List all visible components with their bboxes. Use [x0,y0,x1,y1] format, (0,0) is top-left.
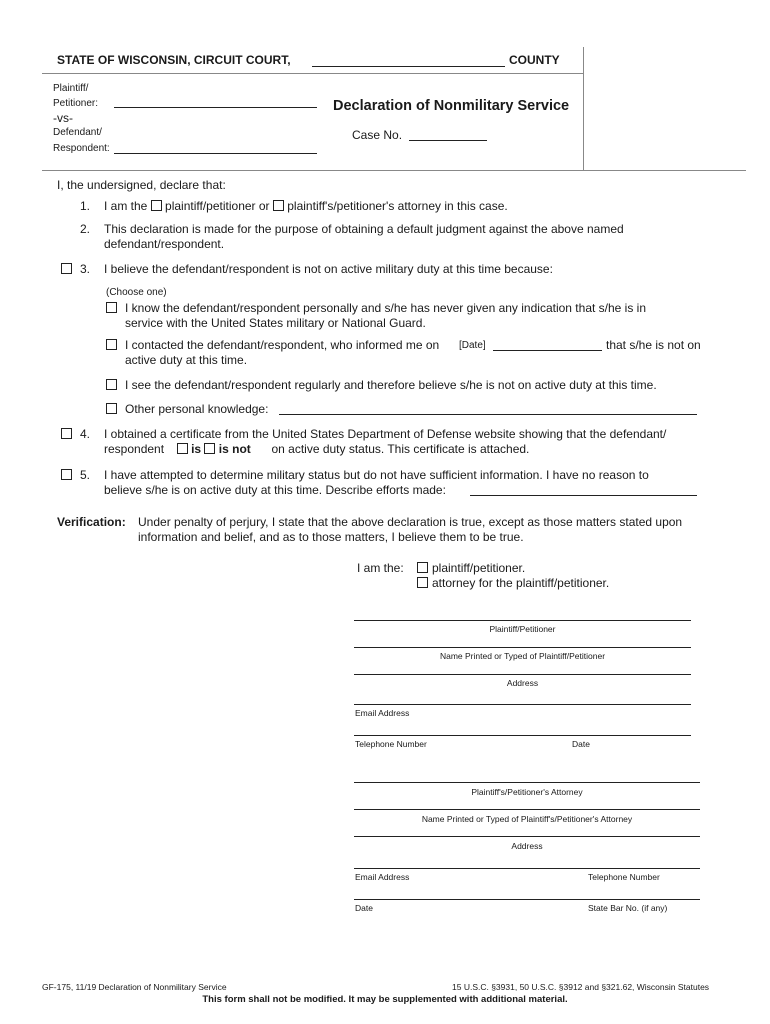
attorney-name-line[interactable] [354,809,700,810]
item3-text: I believe the defendant/respondent is not on active military duty at this time because: [104,262,553,276]
item1-attorney-checkbox[interactable] [273,200,284,211]
plaintiff-signature-line[interactable] [354,620,691,621]
intro-text: I, the undersigned, declare that: [57,178,226,192]
item3-number: 3. [80,262,91,276]
attorney-phone-caption: Telephone Number [588,872,660,882]
attorney-email-line[interactable] [354,868,700,869]
verification-line1: Under penalty of perjury, I state that the above declaration is true, except as those matters stated upon [138,515,683,529]
option-d-checkbox[interactable] [106,403,117,414]
plaintiff-name-line[interactable] [354,647,691,648]
attorney-signature-caption: Plaintiff's/Petitioner's Attorney [471,787,583,797]
item1-text-b: plaintiff/petitioner or [165,199,270,213]
option-c-checkbox[interactable] [106,379,117,390]
option-b-line1b: that s/he is not on [606,338,701,352]
item4-isnot-label: is not [218,442,251,456]
item4-is-checkbox[interactable] [177,443,188,454]
item4-respondent-text: respondent [104,442,165,456]
item4-line1: I obtained a certificate from the United States Department of Defense website showing that the defendant/ [104,427,667,441]
plaintiff-phone-line[interactable] [354,735,691,736]
option-b-date-field[interactable] [493,350,602,351]
iam-attorney-checkbox[interactable] [417,577,428,588]
header-divider-top [42,73,584,74]
option-b-line1a: I contacted the defendant/respondent, who informed me on [125,338,440,352]
county-field[interactable] [312,66,505,67]
plaintiff-phone-caption: Telephone Number [355,739,427,749]
county-label: COUNTY [509,53,560,67]
option-b-line2: active duty at this time. [125,353,248,367]
item4-isnot-checkbox[interactable] [204,443,215,454]
statutes-citation: 15 U.S.C. §3931, 50 U.S.C. §3912 and §321.62, Wisconsin Statutes [452,982,710,992]
attorney-address-caption: Address [511,841,543,851]
option-b-checkbox[interactable] [106,339,117,350]
vs-label: -vs- [53,111,73,125]
iam-label: I am the: [357,561,404,575]
attorney-address-line[interactable] [354,836,700,837]
attorney-date-caption: Date [355,903,373,913]
iam-attorney-label: attorney for the plaintiff/petitioner. [432,576,610,590]
item5-line1: I have attempted to determine military status but do not have sufficient information. I have no reason to [104,468,649,482]
item2-line1: This declaration is made for the purpose of obtaining a default judgment against the above named [104,222,624,236]
verification-line2: information and belief, and as to those matters, I believe them to be true. [138,530,524,544]
footer-notice: This form shall not be modified. It may be supplemented with additional material. [202,994,568,1005]
attorney-date-line[interactable] [354,899,700,900]
item1-text-c: plaintiff's/petitioner's attorney in this case. [287,199,508,213]
option-a-line1: I know the defendant/respondent personally and s/he has never given any indication that s/he is in [125,301,647,315]
item1-number: 1. [80,199,91,213]
state-court-label: STATE OF WISCONSIN, CIRCUIT COURT, [57,53,291,67]
option-a-line2: service with the United States military or National Guard. [125,316,426,330]
attorney-signature-line[interactable] [354,782,700,783]
option-d-field[interactable] [279,414,697,415]
item1-line [104,199,508,213]
plaintiff-email-caption: Email Address [355,708,410,718]
respondent-label: Respondent: [53,143,110,154]
plaintiff-email-line[interactable] [354,704,691,705]
option-c-text: I see the defendant/respondent regularly and therefore believe s/he is not on active duty at this time. [125,378,657,392]
respondent-field[interactable] [114,153,317,154]
item4-is-label: is [191,442,202,456]
plaintiff-date-caption: Date [572,739,590,749]
case-no-label: Case No. [352,128,403,142]
plaintiff-signature-caption: Plaintiff/Petitioner [489,624,556,634]
header-divider-vertical [583,47,584,170]
item2-number: 2. [80,222,91,236]
plaintiff-field[interactable] [114,107,317,108]
item1-plaintiff-checkbox[interactable] [151,200,162,211]
form-title: Declaration of Nonmilitary Service [333,98,570,114]
plaintiff-address-line[interactable] [354,674,691,675]
attorney-email-caption: Email Address [355,872,410,882]
item3-checkbox[interactable] [61,263,72,274]
plaintiff-label: Plaintiff/ [53,83,89,94]
item5-number: 5. [80,468,91,482]
verification-label: Verification: [57,515,126,529]
item4-line2 [104,442,529,456]
option-b-date-label: [Date] [459,340,486,351]
option-d-text: Other personal knowledge: [125,402,269,416]
header-divider-bottom [42,170,746,171]
item2-line2: defendant/respondent. [104,237,225,251]
form-id: GF-175, 11/19 Declaration of Nonmilitary Service [42,982,227,992]
item1-text-a: I am the [104,199,148,213]
item4-checkbox[interactable] [61,428,72,439]
item5-checkbox[interactable] [61,469,72,480]
item4-status-text: on active duty status. This certificate is attached. [271,442,530,456]
iam-plaintiff-checkbox[interactable] [417,562,428,573]
item5-line2: believe s/he is on active duty at this time. Describe efforts made: [104,483,446,497]
item5-efforts-field[interactable] [470,495,697,496]
plaintiff-address-caption: Address [506,678,539,688]
iam-plaintiff-label: plaintiff/petitioner. [432,561,526,575]
state-bar-caption: State Bar No. (if any) [588,903,668,913]
item4-number: 4. [80,427,91,441]
attorney-name-caption: Name Printed or Typed of Plaintiff's/Petitioner's Attorney [421,814,633,824]
case-no-field[interactable] [409,140,487,141]
choose-one-label: (Choose one) [106,287,167,298]
petitioner-label: Petitioner: [53,98,99,109]
plaintiff-name-caption: Name Printed or Typed of Plaintiff/Petitioner [439,651,606,661]
option-a-checkbox[interactable] [106,302,117,313]
defendant-label: Defendant/ [53,127,102,138]
